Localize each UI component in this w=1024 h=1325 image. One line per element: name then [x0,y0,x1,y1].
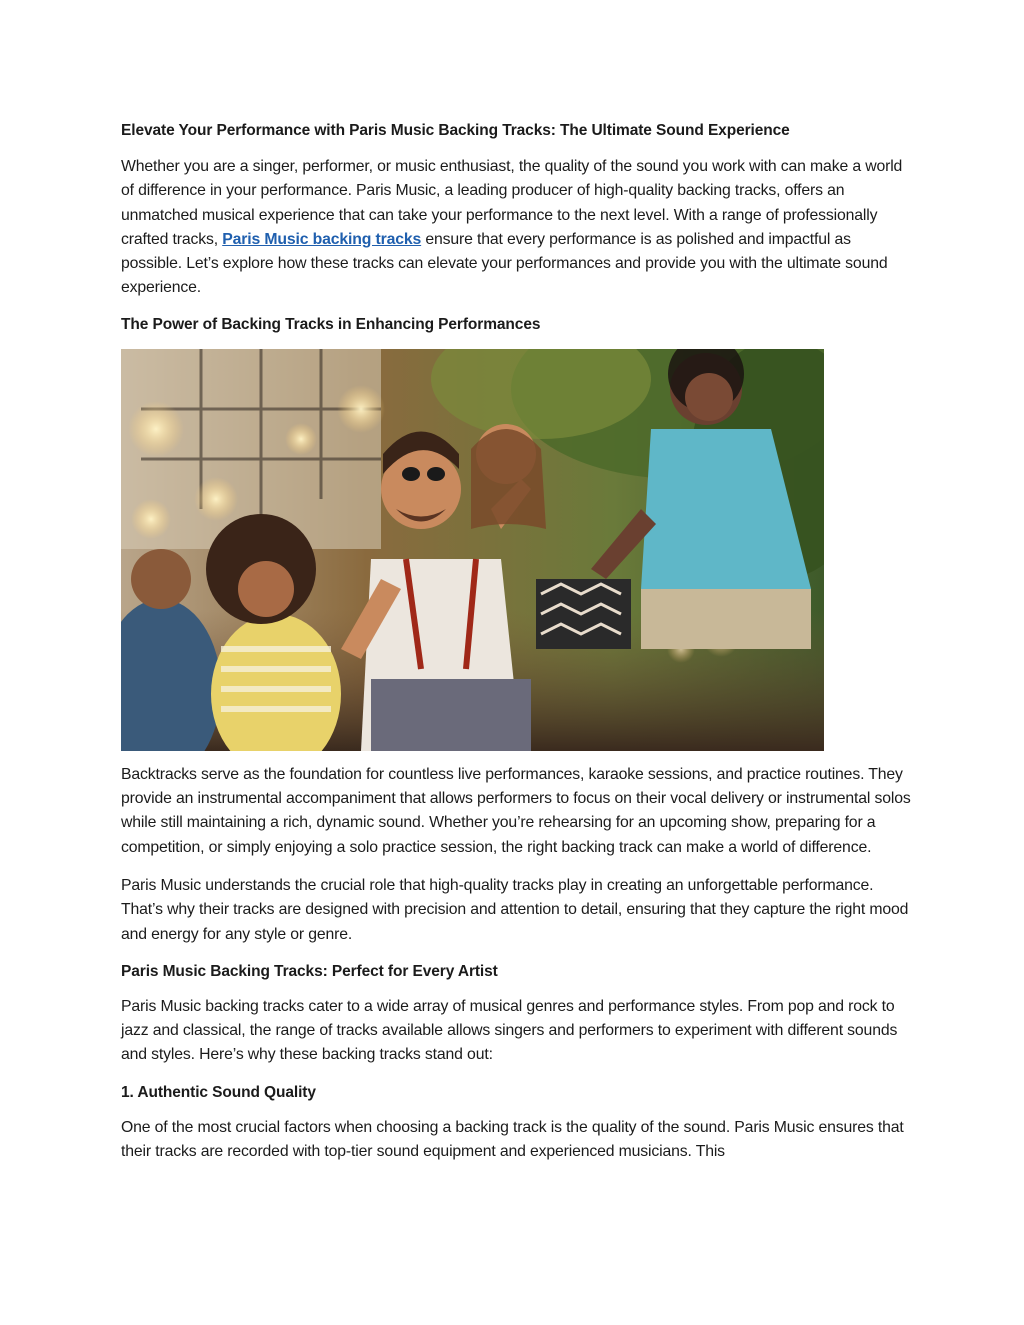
heading-power-of-backing-tracks: The Power of Backing Tracks in Enhancing Performances [121,315,541,333]
intro-text-after: ensure that every performance is as polished and impactful as possible. Let’s explore how these tracks can elevate your performances and provide you with the ultimate sound experience. [121,230,888,297]
authentic-paragraph: One of the most crucial factors when choosing a backing track is the quality of the sound. Paris Music ensures that their tracks are recorded with top-tier sound equipment and experienced musicians. This [121,1118,904,1161]
genres-paragraph: Paris Music backing tracks cater to a wide array of musical genres and performance styles. From pop and rock to jazz and classical, the range of tracks available allows singers and performers to experiment with different sounds and styles. Here’s why these backing tracks stand out: [121,997,898,1064]
paris-music-backing-tracks-link[interactable]: Paris Music backing tracks [222,230,422,248]
backtracks-paragraph: Backtracks serve as the foundation for countless live performances, karaoke sessions, and practice routines. They provide an instrumental accompaniment that allows performers to focus on their vocal delivery or instrumental solos while still maintaining a rich, dynamic sound. Whether you’re rehearsing for an upcoming show, preparing for a competition, or simply enjoying a solo practice session, the right backing track can make a world of difference. [121,765,911,856]
document-page [121,118,911,1164]
article-title: Elevate Your Performance with Paris Music Backing Tracks: The Ultimate Sound Experience [121,122,790,139]
intro-text-before: Whether you are a singer, performer, or music enthusiast, the quality of the sound you work with can make a world of difference in your performance. Paris Music, a leading producer of high-quality backing tracks, offers an unmatched musical experience that can take your performance to the next level. With a range of professionally crafted tracks, [121,158,903,248]
festival-crowd-photo [121,349,824,751]
heading-perfect-for-every-artist: Paris Music Backing Tracks: Perfect for Every Artist [121,962,498,980]
intro-paragraph [121,155,911,301]
understands-paragraph: Paris Music understands the crucial role that high-quality tracks play in creating an unforgettable performance. That’s why their tracks are designed with precision and attention to detail, ensuring that they capture the right mood and energy for any style or genre. [121,876,909,943]
heading-authentic-sound-quality: 1. Authentic Sound Quality [121,1083,316,1101]
